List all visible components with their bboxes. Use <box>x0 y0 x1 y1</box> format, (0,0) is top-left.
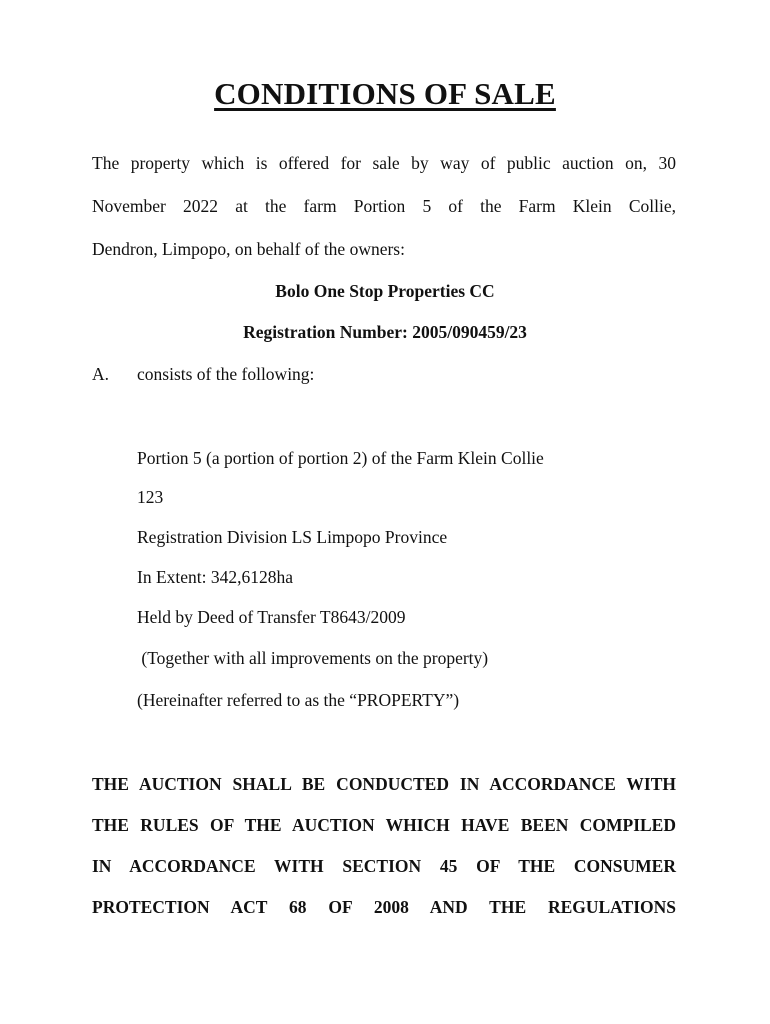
auction-line-2: THE RULES OF THE AUCTION WHICH HAVE BEEN COMPILED <box>92 815 676 835</box>
section-a-marker: A. <box>92 364 110 384</box>
intro-line-1: The property which is offered for sale by way of public auction on, 30 <box>92 153 676 173</box>
property-line-portion: Portion 5 (a portion of portion 2) of the Farm Klein Collie <box>137 448 544 468</box>
property-line-deed: Held by Deed of Transfer T8643/2009 <box>137 607 406 627</box>
auction-line-1: THE AUCTION SHALL BE CONDUCTED IN ACCORDANCE WITH <box>92 774 676 794</box>
document-title: CONDITIONS OF SALE <box>214 76 556 111</box>
owner-name: Bolo One Stop Properties CC <box>275 281 495 301</box>
property-line-division: Registration Division LS Limpopo Province <box>137 527 448 547</box>
intro-line-3: Dendron, Limpopo, on behalf of the owners: <box>92 239 405 259</box>
registration-number: Registration Number: 2005/090459/23 <box>243 322 527 342</box>
property-line-improvements: (Together with all improvements on the property) <box>137 648 489 668</box>
section-a-text: consists of the following: <box>137 364 315 384</box>
property-line-hereinafter: (Hereinafter referred to as the “PROPERTY”) <box>137 690 460 710</box>
auction-line-4: PROTECTION ACT 68 OF 2008 AND THE REGULATIONS <box>92 897 676 917</box>
intro-line-2: November 2022 at the farm Portion 5 of the Farm Klein Collie, <box>92 196 676 216</box>
property-line-number: 123 <box>137 487 164 507</box>
property-line-extent: In Extent: 342,6128ha <box>137 567 294 587</box>
auction-line-3: IN ACCORDANCE WITH SECTION 45 OF THE CONSUMER <box>92 856 676 876</box>
